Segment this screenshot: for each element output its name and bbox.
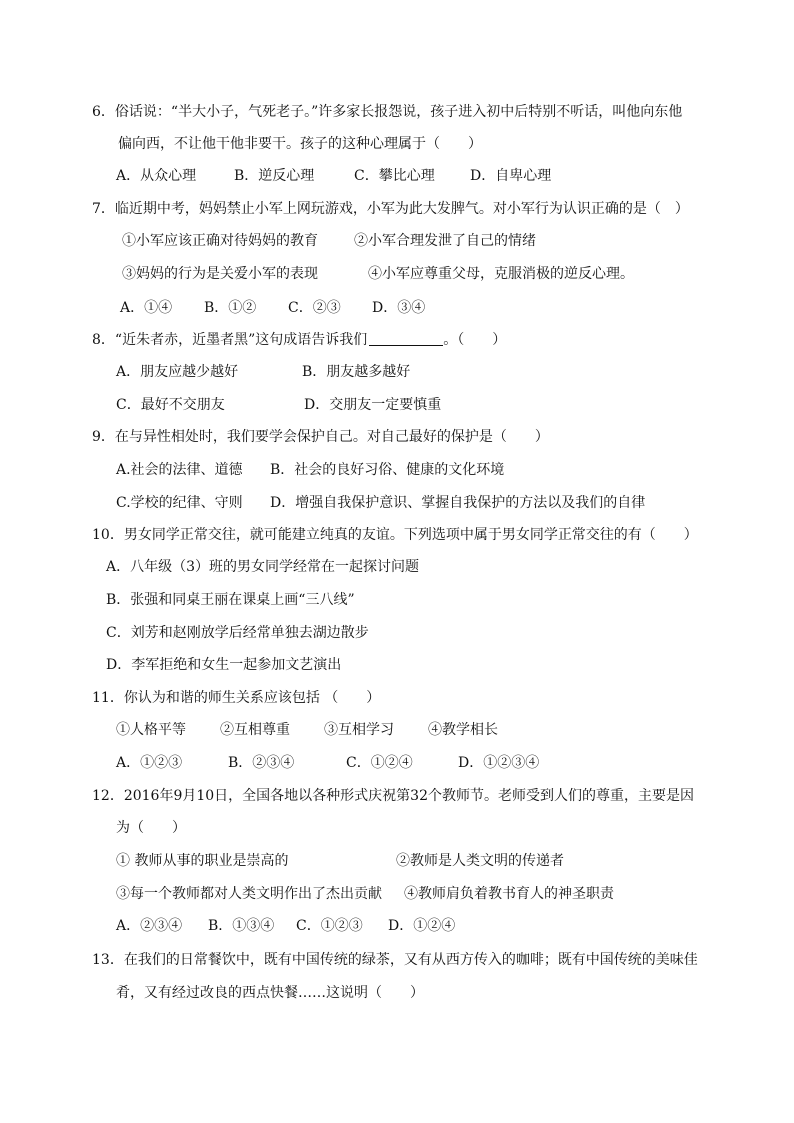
q8-option-c: C．最好不交朋友 [116,397,225,413]
q10-option-a: A．八年级（3）班的男女同学经常在一起探讨问题 [106,559,420,575]
q11-statement-1: ①人格平等 [116,722,186,738]
q12-option-c: C．①②③ [296,918,363,934]
q7-statement-3: ③妈妈的行为是关爱小军的表现 [122,266,318,282]
q12-option-a: A．②③④ [116,918,183,934]
q7-option-a: A．①④ [120,300,173,316]
q12-statement-4: ④教师肩负着教书育人的神圣职责 [404,886,614,902]
q11-option-c: C．①②④ [346,755,413,771]
q10-option-c: C．刘芳和赵刚放学后经常单独去湖边散步 [106,625,369,641]
q6-option-b: B．逆反心理 [234,168,315,184]
q10-option-b: B．张强和同桌王丽在课桌上画“三八线” [106,592,355,608]
q6-stem-line1: 6．俗话说：“半大小子，气死老子。”许多家长报怨说，孩子进入初中后特别不听话，叫他向东他 [92,104,683,120]
q12-option-b: B．①③④ [208,918,275,934]
q11-statement-4: ④教学相长 [428,722,498,738]
q12-stem-line2: 为（ ） [116,820,186,836]
q13-stem-line2: 肴，又有经过改良的西点快餐……这说明（ ） [116,985,424,1001]
q11-option-d: D．①②③④ [458,755,540,771]
q11-statement-3: ③互相学习 [324,722,394,738]
q8-option-a: A．朋友应越少越好 [116,364,239,380]
q11-stem: 11．你认为和谐的师生关系应该包括 （ ） [92,690,381,706]
q10-option-d: D．李军拒绝和女生一起参加文艺演出 [106,657,342,673]
q11-option-a: A．①②③ [116,755,183,771]
q6-stem-line2: 偏向西，不让他干他非要干。孩子的这种心理属于（ ） [118,136,482,152]
q9-option-a: A.社会的法律、道德 [116,462,243,478]
q8-answer-blank [369,331,443,346]
q9-option-b: B．社会的良好习俗、健康的文化环境 [270,462,505,478]
q7-statement-4: ④小军应尊重父母，克服消极的逆反心理。 [368,266,634,282]
q7-stem: 7．临近期中考，妈妈禁止小军上网玩游戏，小军为此大发脾气。对小军行为认识正确的是（ ） [92,201,689,217]
q8-option-b: B．朋友越多越好 [302,364,411,380]
q10-stem: 10．男女同学正常交往，就可能建立纯真的友谊。下列选项中属于男女同学正常交往的有（ ） [92,527,698,543]
q7-statement-1: ①小军应该正确对待妈妈的教育 [122,233,318,249]
q7-option-d: D．③④ [372,300,426,316]
q9-option-c: C.学校的纪律、守则 [116,495,243,511]
q11-option-b: B．②③④ [228,755,295,771]
q12-statement-2: ②教师是人类文明的传递者 [396,853,564,869]
q12-stem-line1: 12．2016年9月10日，全国各地以各种形式庆祝第32个教师节。老师受到人们的尊重，主要是因 [92,788,694,804]
q6-option-c: C．攀比心理 [354,168,435,184]
q9-stem: 9．在与异性相处时，我们要学会保护自己。对自己最好的保护是（ ） [92,429,549,445]
q12-statement-1: ① 教师从事的职业是崇高的 [116,853,289,869]
q7-option-c: C．②③ [288,300,341,316]
q9-option-d: D．增强自我保护意识、掌握自我保护的方法以及我们的自律 [270,495,646,511]
q13-stem-line1: 13．在我们的日常餐饮中，既有中国传统的绿茶，又有从西方传入的咖啡；既有中国传统的美味佳 [92,952,698,968]
q6-option-a: A．从众心理 [116,168,197,184]
q7-statement-2: ②小军合理发泄了自己的情绪 [354,233,536,249]
q12-option-d: D．①②④ [388,918,456,934]
q11-statement-2: ②互相尊重 [220,722,290,738]
q7-option-b: B．①② [204,300,257,316]
q8-stem [92,330,506,350]
q8-option-d: D．交朋友一定要慎重 [304,397,442,413]
q6-option-d: D．自卑心理 [470,168,552,184]
q8-stem-text: 8．“近朱者赤，近墨者黑”这句成语告诉我们 [92,332,368,348]
q12-statement-3: ③每一个教师都对人类文明作出了杰出贡献 [116,886,382,902]
q8-stem-tail: 。（ ） [443,332,507,348]
